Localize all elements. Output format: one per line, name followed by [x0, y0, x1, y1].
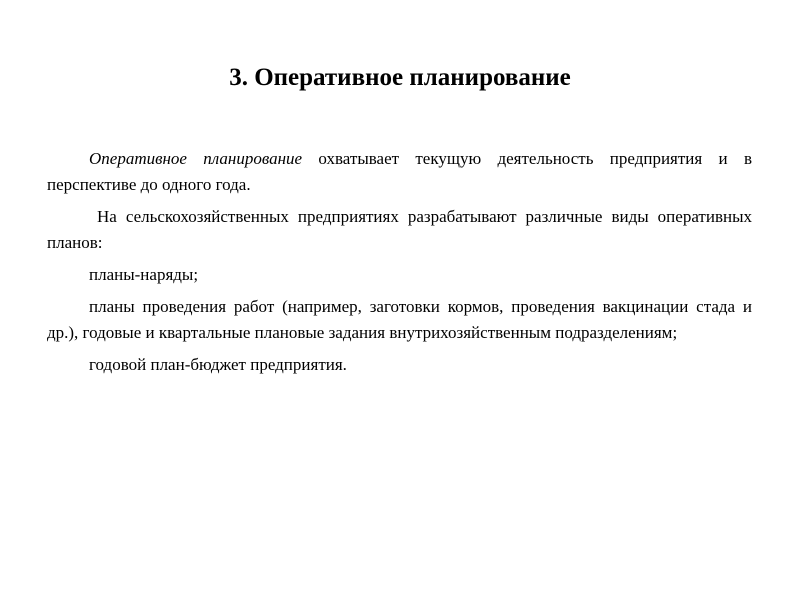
slide-title: 3. Оперативное планирование	[229, 64, 571, 91]
italic-term: Оперативное планирование	[89, 149, 303, 168]
list-item-annual-budget: годовой план-бюджет предприятия.	[89, 355, 347, 374]
list-item-work-plans: планы проведения работ (например, заготовки кормов, проведения вакцинации стада и др.), годовые и квартальные плановые задания внутрихозяйственным подразделениям;	[47, 297, 752, 342]
slide-body	[47, 146, 752, 384]
paragraph-definition	[47, 146, 752, 198]
paragraph-text: охватывает текущую деятельность предприятия и в перспективе до одного года.	[47, 149, 752, 194]
paragraph-plan-types: На сельскохозяйственных предприятиях разрабатывают различные виды оперативных планов:	[47, 207, 752, 252]
list-item-work-orders: планы-наряды;	[89, 265, 199, 284]
